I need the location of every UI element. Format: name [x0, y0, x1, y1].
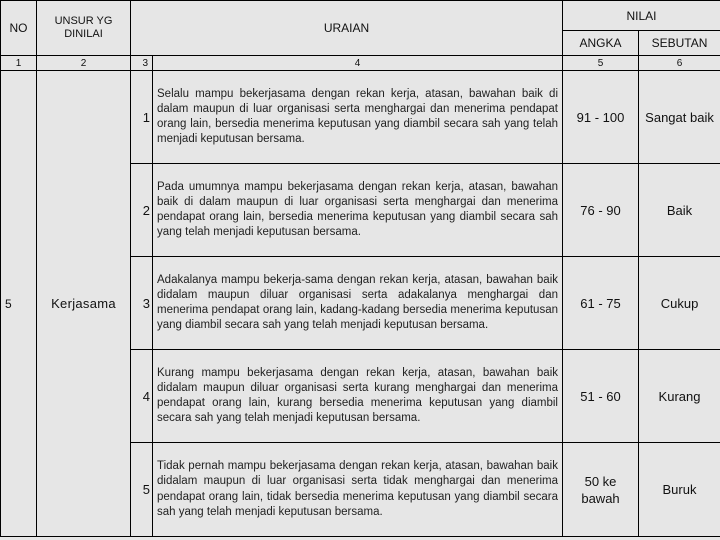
criteria-sebutan: Baik [639, 164, 720, 257]
criteria-sebutan: Sangat baik [639, 71, 720, 164]
criteria-sebutan: Cukup [639, 257, 720, 350]
criteria-angka: 91 - 100 [563, 71, 639, 164]
column-number: 4 [153, 56, 563, 71]
criteria-description: Kurang mampu bekerjasama dengan rekan kerja, atasan, bawahan baik didalam maupun diluar organisasi serta kurang menghargai dan menerima pendapat orang lain, kurang bersedia menerima keputusan yang diambil secara sah yang telah menjadi keputusan bersama. [153, 350, 563, 443]
criteria-angka: 51 - 60 [563, 350, 639, 443]
row-number: 5 [1, 71, 37, 537]
header-nilai: NILAI [563, 1, 720, 31]
criteria-number: 2 [131, 164, 153, 257]
criteria-sebutan: Kurang [639, 350, 720, 443]
criteria-number: 3 [131, 257, 153, 350]
column-number: 6 [639, 56, 720, 71]
criteria-description: Pada umumnya mampu bekerjasama dengan rekan kerja, atasan, bawahan baik di dalam maupun di luar organisasi serta menghargai dan menerima pendapat orang lain, bersedia menerima keputusan yang diambil secara sah yang telah menjadi keputusan bersama. [153, 164, 563, 257]
criteria-row [1, 71, 720, 164]
criteria-angka: 50 ke bawah [563, 443, 639, 537]
header-angka: ANGKA [563, 31, 639, 56]
criteria-description: Selalu mampu bekerjasama dengan rekan kerja, atasan, bawahan baik di dalam maupun di luar organisasi serta menghargai dan menerima pendapat orang lain, bersedia menerima keputusan yang diambil secara sah yang telah menjadi keputusan bersama. [153, 71, 563, 164]
column-number: 1 [1, 56, 37, 71]
criteria-description: Adakalanya mampu bekerja-sama dengan rekan kerja, atasan, bawahan baik didalam maupun diluar organisasi serta adakalanya menghargai dan menerima pendapat orang lain, kadang-kadang bersedia menerima keputusan yang diambil secara sah yang telah menjadi keputusan bersama. [153, 257, 563, 350]
column-number: 2 [37, 56, 131, 71]
criteria-number: 1 [131, 71, 153, 164]
criteria-number: 5 [131, 443, 153, 537]
criteria-description: Tidak pernah mampu bekerjasama dengan rekan kerja, atasan, bawahan baik didalam maupun di luar organisasi serta tidak menghargai dan menerima pendapat orang lain, tidak bersedia menerima keputusan yang diambil secara sah yang telah menjadi keputusan bersama. [153, 443, 563, 537]
header-no: NO [1, 1, 37, 56]
header-unsur: UNSUR YG DINILAI [37, 1, 131, 56]
row-unsur: Kerjasama [37, 71, 131, 537]
column-number: 5 [563, 56, 639, 71]
column-number: 3 [131, 56, 153, 71]
criteria-angka: 76 - 90 [563, 164, 639, 257]
criteria-angka: 61 - 75 [563, 257, 639, 350]
header-uraian: URAIAN [131, 1, 563, 56]
header-sebutan: SEBUTAN [639, 31, 720, 56]
criteria-sebutan: Buruk [639, 443, 720, 537]
criteria-number: 4 [131, 350, 153, 443]
